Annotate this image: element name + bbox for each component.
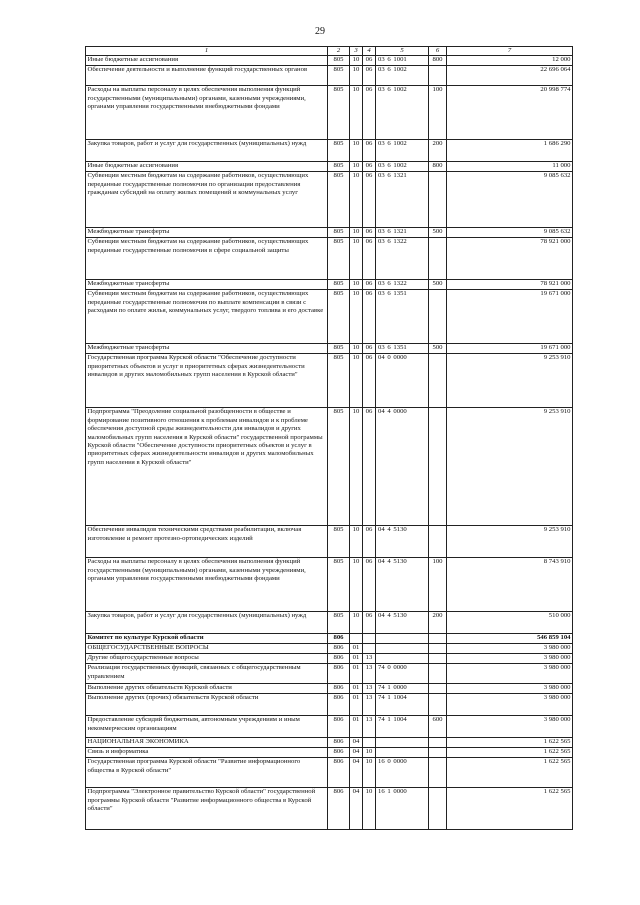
row-vr <box>429 644 447 654</box>
row-name: Межбюджетные трансферты <box>86 344 328 354</box>
row-sum: 78 921 000 <box>447 280 573 290</box>
row-vr <box>429 684 447 694</box>
row-name: Обеспечение инвалидов техническими средствами реабилитации, включая изготовление и ремонт протезно-ортопедических изделий <box>86 526 328 558</box>
row-vr: 200 <box>429 612 447 634</box>
table-header-row <box>86 47 573 56</box>
row-pr: 06 <box>363 558 376 612</box>
row-sum: 12 000 <box>447 56 573 66</box>
row-pr <box>363 738 376 748</box>
row-csr: 03 6 1321 <box>376 228 429 238</box>
row-csr: 03 6 1001 <box>376 56 429 66</box>
table-row <box>86 788 573 830</box>
row-name: ОБЩЕГОСУДАРСТВЕННЫЕ ВОПРОСЫ <box>86 644 328 654</box>
row-grbs: 805 <box>328 140 350 162</box>
row-vr: 600 <box>429 716 447 738</box>
row-csr: 04 4 5130 <box>376 526 429 558</box>
row-pr: 06 <box>363 280 376 290</box>
table-row <box>86 758 573 788</box>
col-header-grbs: 2 <box>328 47 350 56</box>
row-pr: 06 <box>363 172 376 228</box>
table-row <box>86 408 573 526</box>
row-sum: 9 085 632 <box>447 172 573 228</box>
row-rz: 01 <box>350 694 363 716</box>
row-sum: 9 085 632 <box>447 228 573 238</box>
row-pr: 13 <box>363 684 376 694</box>
row-csr: 04 0 0000 <box>376 354 429 408</box>
table-row <box>86 716 573 738</box>
table-row <box>86 694 573 716</box>
row-rz: 10 <box>350 228 363 238</box>
row-name: НАЦИОНАЛЬНАЯ ЭКОНОМИКА <box>86 738 328 748</box>
table-row <box>86 86 573 140</box>
row-vr <box>429 748 447 758</box>
row-sum: 22 696 064 <box>447 66 573 86</box>
col-header-sum: 7 <box>447 47 573 56</box>
row-name: Межбюджетные трансферты <box>86 228 328 238</box>
row-name: Выполнение других обязательств Курской области <box>86 684 328 694</box>
row-sum: 3 980 000 <box>447 694 573 716</box>
row-vr: 800 <box>429 56 447 66</box>
row-csr: 03 6 1351 <box>376 290 429 344</box>
row-csr <box>376 654 429 664</box>
row-rz: 10 <box>350 56 363 66</box>
row-pr: 13 <box>363 654 376 664</box>
row-pr: 06 <box>363 612 376 634</box>
row-sum: 19 671 000 <box>447 290 573 344</box>
row-grbs: 805 <box>328 228 350 238</box>
row-csr: 04 4 0000 <box>376 408 429 526</box>
row-pr: 06 <box>363 344 376 354</box>
row-pr: 06 <box>363 86 376 140</box>
row-grbs: 806 <box>328 664 350 684</box>
row-pr: 06 <box>363 162 376 172</box>
row-vr <box>429 354 447 408</box>
table-row <box>86 238 573 280</box>
table-row <box>86 140 573 162</box>
row-grbs: 805 <box>328 172 350 228</box>
row-sum: 3 980 000 <box>447 664 573 684</box>
row-pr: 10 <box>363 788 376 830</box>
row-csr: 74 1 0000 <box>376 684 429 694</box>
row-sum: 546 859 104 <box>447 634 573 644</box>
row-csr <box>376 738 429 748</box>
row-vr <box>429 238 447 280</box>
page-number: 29 <box>315 26 325 37</box>
row-csr <box>376 748 429 758</box>
row-pr: 06 <box>363 228 376 238</box>
col-header-vr: 6 <box>429 47 447 56</box>
table-row <box>86 748 573 758</box>
col-header-name: 1 <box>86 47 328 56</box>
row-grbs: 806 <box>328 758 350 788</box>
row-name: Реализация государственных функций, связанных с общегосударственным управлением <box>86 664 328 684</box>
row-sum: 3 980 000 <box>447 654 573 664</box>
row-vr <box>429 788 447 830</box>
row-grbs: 805 <box>328 280 350 290</box>
row-vr: 500 <box>429 344 447 354</box>
row-csr <box>376 634 429 644</box>
table-row <box>86 558 573 612</box>
row-grbs: 805 <box>328 612 350 634</box>
table-row <box>86 162 573 172</box>
row-pr: 10 <box>363 748 376 758</box>
row-rz: 10 <box>350 526 363 558</box>
row-csr: 04 4 5130 <box>376 558 429 612</box>
row-grbs: 806 <box>328 644 350 654</box>
row-csr: 04 4 5130 <box>376 612 429 634</box>
row-vr <box>429 526 447 558</box>
row-name: Комитет по культуре Курской области <box>86 634 328 644</box>
row-pr: 13 <box>363 694 376 716</box>
row-rz: 01 <box>350 654 363 664</box>
col-header-pr: 4 <box>363 47 376 56</box>
row-rz: 01 <box>350 644 363 654</box>
row-name: Иные бюджетные ассигнования <box>86 162 328 172</box>
row-pr: 13 <box>363 664 376 684</box>
table-row <box>86 56 573 66</box>
row-name: Обеспечение деятельности и выполнение функций государственных органов <box>86 66 328 86</box>
table-row <box>86 526 573 558</box>
table-row <box>86 664 573 684</box>
row-csr: 03 6 1322 <box>376 280 429 290</box>
row-vr <box>429 654 447 664</box>
row-grbs: 805 <box>328 162 350 172</box>
table-row <box>86 354 573 408</box>
row-sum: 3 980 000 <box>447 644 573 654</box>
row-rz: 01 <box>350 684 363 694</box>
row-sum: 11 000 <box>447 162 573 172</box>
row-sum: 20 998 774 <box>447 86 573 140</box>
row-name: Субвенции местным бюджетам на содержание работников, осуществляющих переданные государственные полномочия по организации предоставления гражданам субсидий на оплату жилых помещений и коммунальных услуг <box>86 172 328 228</box>
row-name: Государственная программа Курской области "Развитие информационного общества в Курской области" <box>86 758 328 788</box>
table-row <box>86 654 573 664</box>
row-name: Закупка товаров, работ и услуг для государственных (муниципальных) нужд <box>86 140 328 162</box>
table-row <box>86 280 573 290</box>
budget-table <box>85 46 573 830</box>
row-pr: 06 <box>363 56 376 66</box>
row-name: Субвенции местным бюджетам на содержание работников, осуществляющих переданные государственные полномочия по выплате компенсации в связи с расходами по оплате жилья, коммунальных услуг, твердого топлива и его доставке <box>86 290 328 344</box>
row-name: Связь и информатика <box>86 748 328 758</box>
row-sum: 1 622 565 <box>447 788 573 830</box>
row-rz: 10 <box>350 140 363 162</box>
row-vr <box>429 408 447 526</box>
row-rz: 04 <box>350 758 363 788</box>
table-row <box>86 228 573 238</box>
row-sum: 1 622 565 <box>447 748 573 758</box>
row-rz: 10 <box>350 354 363 408</box>
table-row <box>86 738 573 748</box>
row-name: Другие общегосударственные вопросы <box>86 654 328 664</box>
row-vr: 500 <box>429 228 447 238</box>
table-row <box>86 290 573 344</box>
row-grbs: 806 <box>328 738 350 748</box>
row-grbs: 806 <box>328 634 350 644</box>
row-sum: 510 000 <box>447 612 573 634</box>
row-vr <box>429 290 447 344</box>
row-sum: 9 253 910 <box>447 408 573 526</box>
row-grbs: 805 <box>328 86 350 140</box>
row-vr <box>429 634 447 644</box>
row-grbs: 805 <box>328 56 350 66</box>
row-grbs: 806 <box>328 788 350 830</box>
table-row <box>86 344 573 354</box>
row-rz: 10 <box>350 290 363 344</box>
table-row <box>86 644 573 654</box>
table-row <box>86 172 573 228</box>
row-grbs: 805 <box>328 408 350 526</box>
row-vr: 200 <box>429 140 447 162</box>
row-vr <box>429 738 447 748</box>
row-csr: 03 6 1322 <box>376 238 429 280</box>
row-name: Расходы на выплаты персоналу в целях обеспечения выполнения функций государственными (муниципальными) органами, казенными учреждениями, органами управления государственными внебюджетными фондами <box>86 558 328 612</box>
row-rz: 10 <box>350 162 363 172</box>
row-sum: 78 921 000 <box>447 238 573 280</box>
row-pr: 06 <box>363 408 376 526</box>
row-rz: 04 <box>350 748 363 758</box>
table-row <box>86 684 573 694</box>
row-name: Иные бюджетные ассигнования <box>86 56 328 66</box>
row-pr: 13 <box>363 716 376 738</box>
row-name: Выполнение других (прочих) обязательств Курской области <box>86 694 328 716</box>
row-vr <box>429 758 447 788</box>
row-vr: 100 <box>429 558 447 612</box>
row-pr <box>363 644 376 654</box>
row-sum: 9 253 910 <box>447 526 573 558</box>
row-grbs: 806 <box>328 654 350 664</box>
row-name: Межбюджетные трансферты <box>86 280 328 290</box>
row-pr: 06 <box>363 354 376 408</box>
row-csr: 03 6 1002 <box>376 86 429 140</box>
row-sum: 1 622 565 <box>447 758 573 788</box>
row-sum: 1 622 565 <box>447 738 573 748</box>
row-name: Субвенции местным бюджетам на содержание работников, осуществляющих переданные государственные полномочия в сфере социальной защиты <box>86 238 328 280</box>
row-csr: 03 6 1002 <box>376 140 429 162</box>
row-csr: 03 6 1002 <box>376 66 429 86</box>
row-grbs: 805 <box>328 238 350 280</box>
row-name: Закупка товаров, работ и услуг для государственных (муниципальных) нужд <box>86 612 328 634</box>
row-csr: 16 1 0000 <box>376 788 429 830</box>
row-csr: 74 1 1004 <box>376 716 429 738</box>
row-grbs: 805 <box>328 526 350 558</box>
row-csr: 03 6 1351 <box>376 344 429 354</box>
row-pr: 06 <box>363 290 376 344</box>
row-csr: 16 0 0000 <box>376 758 429 788</box>
row-pr: 10 <box>363 758 376 788</box>
row-rz: 10 <box>350 66 363 86</box>
row-pr: 06 <box>363 140 376 162</box>
row-vr <box>429 694 447 716</box>
row-rz: 10 <box>350 408 363 526</box>
row-sum: 3 980 000 <box>447 684 573 694</box>
row-name: Подпрограмма "Преодоление социальной разобщенности в обществе и формирование позитивного отношения к проблемам инвалидов и к проблеме обеспечения доступной среды жизнедеятельности для инвалидов и других маломобильных групп населения в Курской области" государственной программы Курской области "Обеспечение доступности приоритетных объектов и услуг в приоритетных сферах жизнедеятельности инвалидов и других маломобильных групп населения в Курской области" <box>86 408 328 526</box>
row-vr <box>429 664 447 684</box>
table-row <box>86 634 573 644</box>
row-grbs: 806 <box>328 684 350 694</box>
table-row <box>86 66 573 86</box>
row-vr <box>429 172 447 228</box>
row-sum: 1 686 290 <box>447 140 573 162</box>
row-sum: 19 671 000 <box>447 344 573 354</box>
table-row <box>86 612 573 634</box>
row-csr: 03 6 1321 <box>376 172 429 228</box>
row-rz: 10 <box>350 238 363 280</box>
row-rz: 01 <box>350 664 363 684</box>
row-grbs: 806 <box>328 716 350 738</box>
row-rz: 01 <box>350 716 363 738</box>
row-name: Государственная программа Курской области "Обеспечение доступности приоритетных объектов и услуг в приоритетных сферах жизнедеятельности инвалидов и других маломобильных групп населения в Курской области" <box>86 354 328 408</box>
row-pr: 06 <box>363 526 376 558</box>
row-name: Предоставление субсидий бюджетным, автономным учреждениям и иным некоммерческим организациям <box>86 716 328 738</box>
row-rz: 10 <box>350 172 363 228</box>
row-rz: 10 <box>350 86 363 140</box>
row-vr <box>429 66 447 86</box>
row-vr: 800 <box>429 162 447 172</box>
row-vr: 100 <box>429 86 447 140</box>
row-sum: 8 743 910 <box>447 558 573 612</box>
row-pr <box>363 634 376 644</box>
row-rz: 10 <box>350 612 363 634</box>
row-csr: 74 1 1004 <box>376 694 429 716</box>
row-name: Расходы на выплаты персоналу в целях обеспечения выполнения функций государственными (муниципальными) органами, казенными учреждениями, органами управления государственными внебюджетными фондами <box>86 86 328 140</box>
col-header-csr: 5 <box>376 47 429 56</box>
row-grbs: 806 <box>328 748 350 758</box>
row-grbs: 806 <box>328 694 350 716</box>
row-grbs: 805 <box>328 290 350 344</box>
row-grbs: 805 <box>328 354 350 408</box>
row-rz <box>350 634 363 644</box>
row-rz: 10 <box>350 280 363 290</box>
row-pr: 06 <box>363 66 376 86</box>
row-rz: 04 <box>350 788 363 830</box>
col-header-rz: 3 <box>350 47 363 56</box>
row-csr: 74 0 0000 <box>376 664 429 684</box>
row-rz: 04 <box>350 738 363 748</box>
row-grbs: 805 <box>328 66 350 86</box>
row-pr: 06 <box>363 238 376 280</box>
row-grbs: 805 <box>328 344 350 354</box>
row-name: Подпрограмма "Электронное правительство Курской области" государственной программы Курской области "Развитие информационного общества в Курской области" <box>86 788 328 830</box>
row-csr: 03 6 1002 <box>376 162 429 172</box>
row-csr <box>376 644 429 654</box>
row-rz: 10 <box>350 558 363 612</box>
row-sum: 3 980 000 <box>447 716 573 738</box>
row-sum: 9 253 910 <box>447 354 573 408</box>
row-grbs: 805 <box>328 558 350 612</box>
row-rz: 10 <box>350 344 363 354</box>
row-vr: 500 <box>429 280 447 290</box>
